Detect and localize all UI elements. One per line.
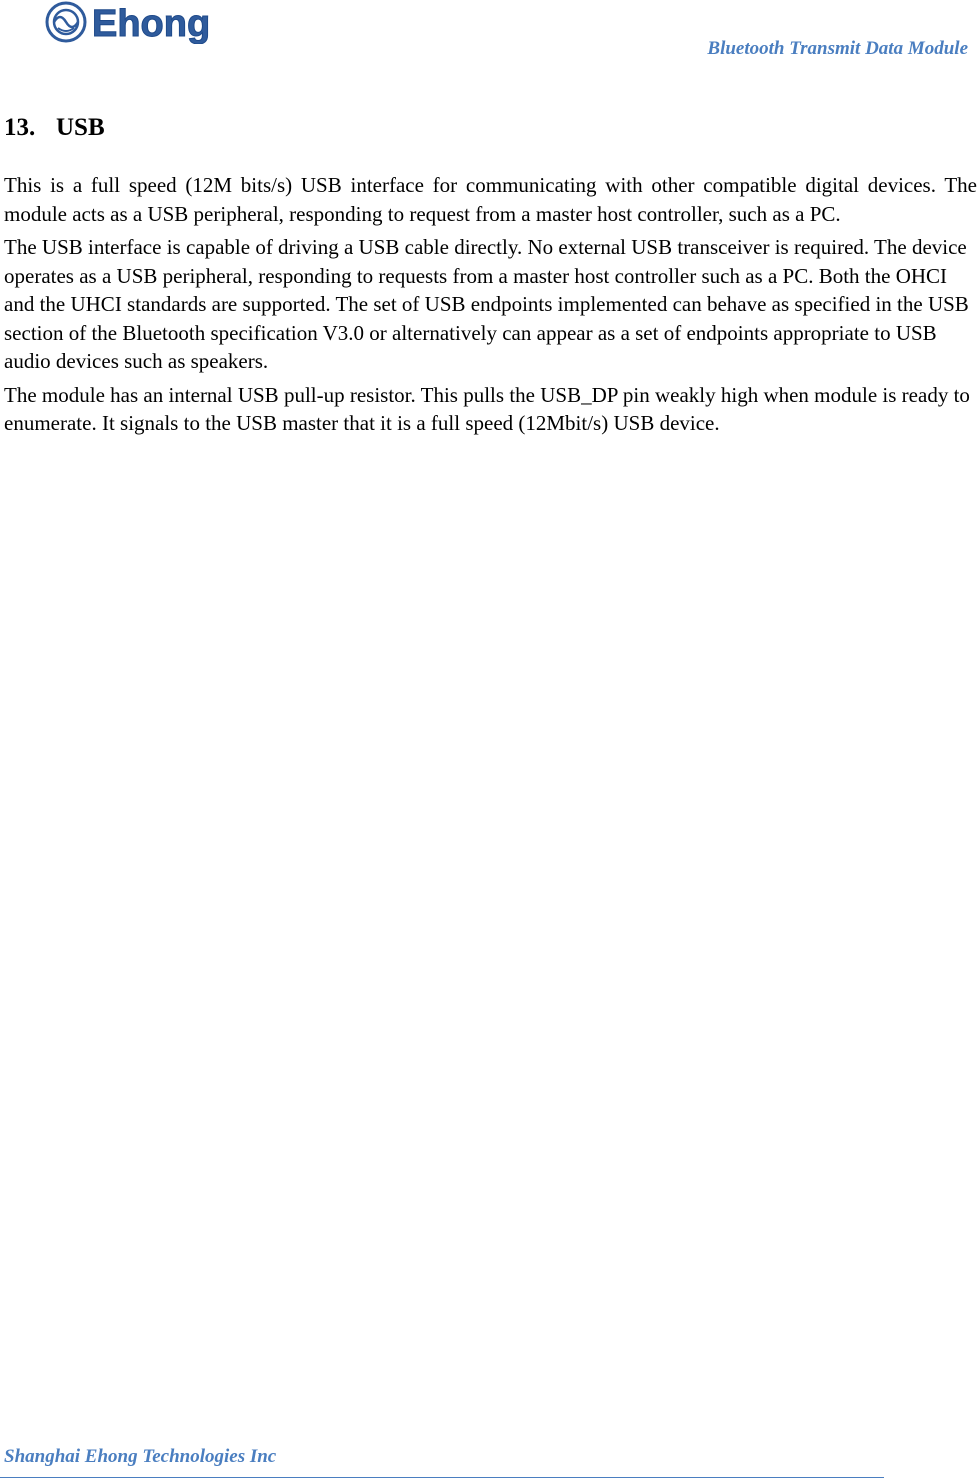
section-number: 13. bbox=[4, 114, 36, 141]
paragraph-2: The USB interface is capable of driving a USB cable directly. No external USB transceiver is required. The device operates as a USB peripheral, responding to requests from a master host controller such as a PC. Both the OHCI and the UHCI standards are supported. The set of USB endpoints implemented can behave as specified in the USB section of the Bluetooth specification V3.0 or alternatively can appear as a set of endpoints appropriate to USB audio devices such as speakers. bbox=[4, 235, 969, 373]
section-body bbox=[4, 171, 977, 443]
footer-company-name: Shanghai Ehong Technologies Inc bbox=[4, 1446, 277, 1467]
ehong-logo-icon bbox=[40, 0, 270, 44]
ehong-logo bbox=[40, 0, 270, 44]
footer-divider bbox=[0, 1477, 884, 1478]
section-title: USB bbox=[56, 114, 105, 141]
section-heading bbox=[4, 114, 105, 142]
paragraph-1: This is a full speed (12M bits/s) USB interface for communicating with other compatible digital devices. The module acts as a USB peripheral, responding to request from a master host controller, such as a PC. bbox=[4, 173, 977, 226]
logo-wordmark: Ehong bbox=[92, 3, 211, 44]
document-header-title: Bluetooth Transmit Data Module bbox=[707, 38, 968, 59]
paragraph-3: The module has an internal USB pull-up resistor. This pulls the USB_DP pin weakly high when module is ready to enumerate. It signals to the USB master that it is a full speed (12Mbit/s) USB device. bbox=[4, 382, 970, 435]
